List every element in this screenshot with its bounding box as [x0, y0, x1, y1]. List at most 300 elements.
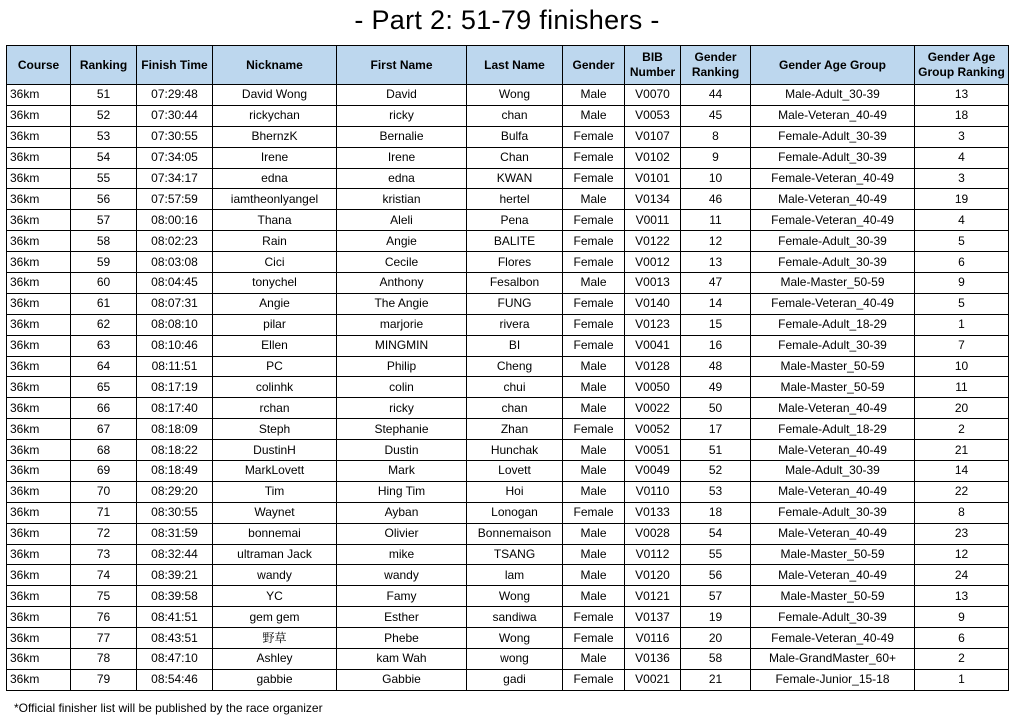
cell-gender-ranking: 54: [681, 523, 751, 544]
table-row: [7, 293, 1009, 314]
cell-bib-number: V0136: [625, 649, 681, 670]
cell-bib-number: V0052: [625, 419, 681, 440]
cell-finish-time: 08:17:19: [137, 377, 213, 398]
cell-course: 36km: [7, 168, 71, 189]
cell-gender-ranking: 49: [681, 377, 751, 398]
cell-bib-number: V0137: [625, 607, 681, 628]
cell-gender-age-group-ranking: 19: [915, 189, 1009, 210]
cell-course: 36km: [7, 126, 71, 147]
cell-course: 36km: [7, 147, 71, 168]
cell-finish-time: 08:39:21: [137, 565, 213, 586]
cell-last-name: FUNG: [467, 293, 563, 314]
cell-finish-time: 08:39:58: [137, 586, 213, 607]
cell-gender-ranking: 16: [681, 335, 751, 356]
cell-gender-age-group: Female-Veteran_40-49: [751, 628, 915, 649]
cell-gender-age-group: Female-Veteran_40-49: [751, 210, 915, 231]
cell-ranking: 58: [71, 231, 137, 252]
header-nickname: Nickname: [213, 46, 337, 85]
cell-gender-age-group: Female-Adult_30-39: [751, 147, 915, 168]
table-row: [7, 565, 1009, 586]
cell-gender-ranking: 58: [681, 649, 751, 670]
cell-gender-age-group-ranking: 5: [915, 293, 1009, 314]
cell-gender-ranking: 50: [681, 398, 751, 419]
table-row: [7, 481, 1009, 502]
cell-gender: Female: [563, 502, 625, 523]
cell-gender-age-group-ranking: 22: [915, 481, 1009, 502]
cell-last-name: chan: [467, 105, 563, 126]
finishers-table: [6, 45, 1009, 691]
cell-course: 36km: [7, 398, 71, 419]
cell-gender-ranking: 9: [681, 147, 751, 168]
cell-nickname: Rain: [213, 231, 337, 252]
cell-finish-time: 08:30:55: [137, 502, 213, 523]
cell-gender-age-group-ranking: 20: [915, 398, 1009, 419]
cell-last-name: TSANG: [467, 544, 563, 565]
table-row: [7, 628, 1009, 649]
table-row: [7, 523, 1009, 544]
cell-finish-time: 07:34:05: [137, 147, 213, 168]
cell-ranking: 66: [71, 398, 137, 419]
cell-gender-age-group: Male-Master_50-59: [751, 356, 915, 377]
cell-course: 36km: [7, 461, 71, 482]
cell-nickname: Irene: [213, 147, 337, 168]
cell-nickname: David Wong: [213, 85, 337, 106]
cell-gender-age-group-ranking: 12: [915, 544, 1009, 565]
cell-gender-ranking: 12: [681, 231, 751, 252]
cell-ranking: 52: [71, 105, 137, 126]
cell-gender-age-group: Female-Veteran_40-49: [751, 168, 915, 189]
cell-first-name: Ayban: [337, 502, 467, 523]
cell-gender-ranking: 57: [681, 586, 751, 607]
cell-bib-number: V0028: [625, 523, 681, 544]
cell-finish-time: 08:00:16: [137, 210, 213, 231]
cell-gender: Male: [563, 189, 625, 210]
cell-nickname: iamtheonlyangel: [213, 189, 337, 210]
cell-nickname: Ashley: [213, 649, 337, 670]
cell-gender-ranking: 20: [681, 628, 751, 649]
table-row: [7, 377, 1009, 398]
cell-finish-time: 07:29:48: [137, 85, 213, 106]
cell-nickname: pilar: [213, 314, 337, 335]
cell-gender-age-group: Male-Veteran_40-49: [751, 440, 915, 461]
table-row: [7, 544, 1009, 565]
header-course: Course: [7, 46, 71, 85]
cell-gender-age-group-ranking: 4: [915, 210, 1009, 231]
page-title: - Part 2: 51-79 finishers -: [354, 5, 660, 35]
cell-course: 36km: [7, 293, 71, 314]
cell-ranking: 71: [71, 502, 137, 523]
cell-bib-number: V0121: [625, 586, 681, 607]
cell-first-name: Phebe: [337, 628, 467, 649]
cell-finish-time: 08:08:10: [137, 314, 213, 335]
cell-last-name: Hoi: [467, 481, 563, 502]
table-row: [7, 669, 1009, 690]
cell-ranking: 57: [71, 210, 137, 231]
cell-gender-age-group: Female-Adult_30-39: [751, 335, 915, 356]
cell-bib-number: V0070: [625, 85, 681, 106]
cell-ranking: 65: [71, 377, 137, 398]
header-gender-age-group-ranking: Gender Age Group Ranking: [915, 46, 1009, 85]
cell-last-name: Bonnemaison: [467, 523, 563, 544]
cell-last-name: Zhan: [467, 419, 563, 440]
table-row: [7, 105, 1009, 126]
cell-gender-age-group: Female-Adult_30-39: [751, 607, 915, 628]
cell-bib-number: V0102: [625, 147, 681, 168]
cell-finish-time: 08:54:46: [137, 669, 213, 690]
cell-gender-ranking: 19: [681, 607, 751, 628]
cell-first-name: The Angie: [337, 293, 467, 314]
cell-gender: Female: [563, 210, 625, 231]
cell-gender-age-group-ranking: 11: [915, 377, 1009, 398]
cell-gender-age-group: Male-Veteran_40-49: [751, 565, 915, 586]
cell-last-name: Pena: [467, 210, 563, 231]
cell-course: 36km: [7, 231, 71, 252]
cell-course: 36km: [7, 481, 71, 502]
cell-ranking: 55: [71, 168, 137, 189]
cell-ranking: 79: [71, 669, 137, 690]
cell-gender-age-group-ranking: 2: [915, 649, 1009, 670]
cell-gender-age-group-ranking: 24: [915, 565, 1009, 586]
cell-gender-age-group: Male-Veteran_40-49: [751, 398, 915, 419]
table-row: [7, 189, 1009, 210]
cell-bib-number: V0022: [625, 398, 681, 419]
cell-first-name: kristian: [337, 189, 467, 210]
table-row: [7, 314, 1009, 335]
cell-gender-age-group: Male-Veteran_40-49: [751, 481, 915, 502]
header-bib-number: BIB Number: [625, 46, 681, 85]
cell-first-name: Esther: [337, 607, 467, 628]
cell-course: 36km: [7, 189, 71, 210]
cell-gender-ranking: 52: [681, 461, 751, 482]
cell-nickname: gem gem: [213, 607, 337, 628]
header-last-name: Last Name: [467, 46, 563, 85]
cell-first-name: Irene: [337, 147, 467, 168]
cell-course: 36km: [7, 335, 71, 356]
cell-first-name: MINGMIN: [337, 335, 467, 356]
cell-first-name: Bernalie: [337, 126, 467, 147]
table-row: [7, 398, 1009, 419]
cell-ranking: 75: [71, 586, 137, 607]
cell-gender-ranking: 48: [681, 356, 751, 377]
cell-first-name: kam Wah: [337, 649, 467, 670]
cell-nickname: bonnemai: [213, 523, 337, 544]
cell-gender-age-group: Female-Junior_15-18: [751, 669, 915, 690]
cell-first-name: wandy: [337, 565, 467, 586]
cell-gender: Male: [563, 440, 625, 461]
cell-ranking: 63: [71, 335, 137, 356]
cell-first-name: Anthony: [337, 273, 467, 294]
cell-nickname: wandy: [213, 565, 337, 586]
cell-gender: Female: [563, 126, 625, 147]
cell-gender-ranking: 8: [681, 126, 751, 147]
cell-last-name: Cheng: [467, 356, 563, 377]
cell-gender: Male: [563, 544, 625, 565]
cell-gender-ranking: 53: [681, 481, 751, 502]
cell-last-name: Flores: [467, 252, 563, 273]
cell-bib-number: V0112: [625, 544, 681, 565]
cell-course: 36km: [7, 607, 71, 628]
cell-gender-age-group: Female-Veteran_40-49: [751, 293, 915, 314]
cell-nickname: ultraman Jack: [213, 544, 337, 565]
cell-ranking: 61: [71, 293, 137, 314]
cell-ranking: 76: [71, 607, 137, 628]
cell-bib-number: V0011: [625, 210, 681, 231]
cell-gender-ranking: 13: [681, 252, 751, 273]
cell-bib-number: V0101: [625, 168, 681, 189]
cell-nickname: Thana: [213, 210, 337, 231]
cell-gender: Female: [563, 419, 625, 440]
cell-first-name: marjorie: [337, 314, 467, 335]
cell-finish-time: 07:30:55: [137, 126, 213, 147]
cell-bib-number: V0134: [625, 189, 681, 210]
cell-bib-number: V0120: [625, 565, 681, 586]
table-row: [7, 607, 1009, 628]
cell-bib-number: V0050: [625, 377, 681, 398]
cell-gender: Male: [563, 649, 625, 670]
cell-nickname: Steph: [213, 419, 337, 440]
cell-nickname: MarkLovett: [213, 461, 337, 482]
table-row: [7, 461, 1009, 482]
cell-finish-time: 08:43:51: [137, 628, 213, 649]
cell-gender-ranking: 11: [681, 210, 751, 231]
cell-gender-age-group: Male-Veteran_40-49: [751, 189, 915, 210]
cell-gender: Male: [563, 85, 625, 106]
cell-last-name: chui: [467, 377, 563, 398]
cell-gender: Male: [563, 523, 625, 544]
cell-gender-age-group: Male-GrandMaster_60+: [751, 649, 915, 670]
cell-last-name: hertel: [467, 189, 563, 210]
cell-course: 36km: [7, 586, 71, 607]
cell-gender-age-group: Male-Veteran_40-49: [751, 105, 915, 126]
cell-nickname: Ellen: [213, 335, 337, 356]
cell-ranking: 53: [71, 126, 137, 147]
cell-gender: Female: [563, 314, 625, 335]
cell-gender: Male: [563, 461, 625, 482]
cell-bib-number: V0013: [625, 273, 681, 294]
cell-gender-age-group: Female-Adult_18-29: [751, 314, 915, 335]
cell-nickname: rickychan: [213, 105, 337, 126]
cell-last-name: rivera: [467, 314, 563, 335]
table-header: [7, 46, 1009, 85]
cell-nickname: Tim: [213, 481, 337, 502]
cell-nickname: BhernzK: [213, 126, 337, 147]
cell-first-name: Philip: [337, 356, 467, 377]
cell-gender-ranking: 14: [681, 293, 751, 314]
cell-gender-age-group: Female-Adult_30-39: [751, 231, 915, 252]
cell-ranking: 68: [71, 440, 137, 461]
cell-bib-number: V0049: [625, 461, 681, 482]
cell-first-name: Dustin: [337, 440, 467, 461]
cell-first-name: Gabbie: [337, 669, 467, 690]
table-row: [7, 252, 1009, 273]
cell-first-name: Cecile: [337, 252, 467, 273]
cell-bib-number: V0123: [625, 314, 681, 335]
cell-nickname: 野草: [213, 628, 337, 649]
cell-last-name: gadi: [467, 669, 563, 690]
cell-bib-number: V0021: [625, 669, 681, 690]
cell-last-name: lam: [467, 565, 563, 586]
header-ranking: Ranking: [71, 46, 137, 85]
cell-gender: Male: [563, 586, 625, 607]
table-row: [7, 231, 1009, 252]
header-row: [7, 46, 1009, 85]
cell-course: 36km: [7, 105, 71, 126]
table-row: [7, 440, 1009, 461]
cell-finish-time: 08:04:45: [137, 273, 213, 294]
cell-first-name: Mark: [337, 461, 467, 482]
cell-bib-number: V0116: [625, 628, 681, 649]
cell-course: 36km: [7, 377, 71, 398]
cell-finish-time: 08:47:10: [137, 649, 213, 670]
cell-gender-ranking: 18: [681, 502, 751, 523]
header-gender-ranking: Gender Ranking: [681, 46, 751, 85]
cell-first-name: ricky: [337, 105, 467, 126]
cell-bib-number: V0041: [625, 335, 681, 356]
cell-first-name: Aleli: [337, 210, 467, 231]
cell-gender: Female: [563, 607, 625, 628]
cell-finish-time: 08:29:20: [137, 481, 213, 502]
cell-gender-age-group: Female-Adult_18-29: [751, 419, 915, 440]
table-row: [7, 356, 1009, 377]
cell-gender: Female: [563, 335, 625, 356]
cell-ranking: 70: [71, 481, 137, 502]
cell-gender-age-group-ranking: 21: [915, 440, 1009, 461]
cell-bib-number: V0122: [625, 231, 681, 252]
cell-last-name: Wong: [467, 85, 563, 106]
cell-last-name: Bulfa: [467, 126, 563, 147]
cell-last-name: chan: [467, 398, 563, 419]
cell-gender-age-group-ranking: 6: [915, 252, 1009, 273]
cell-ranking: 64: [71, 356, 137, 377]
cell-first-name: Famy: [337, 586, 467, 607]
cell-gender-age-group: Male-Master_50-59: [751, 544, 915, 565]
cell-nickname: edna: [213, 168, 337, 189]
cell-gender: Female: [563, 252, 625, 273]
cell-gender-ranking: 21: [681, 669, 751, 690]
cell-finish-time: 08:17:40: [137, 398, 213, 419]
cell-gender-age-group: Female-Adult_30-39: [751, 126, 915, 147]
cell-gender-age-group-ranking: 8: [915, 502, 1009, 523]
cell-gender-age-group-ranking: 3: [915, 168, 1009, 189]
cell-first-name: edna: [337, 168, 467, 189]
cell-gender: Female: [563, 669, 625, 690]
header-first-name: First Name: [337, 46, 467, 85]
cell-gender: Male: [563, 356, 625, 377]
cell-course: 36km: [7, 252, 71, 273]
cell-finish-time: 07:30:44: [137, 105, 213, 126]
cell-gender-ranking: 46: [681, 189, 751, 210]
cell-gender-age-group: Male-Master_50-59: [751, 377, 915, 398]
table-row: [7, 273, 1009, 294]
cell-gender-age-group-ranking: 13: [915, 586, 1009, 607]
cell-course: 36km: [7, 649, 71, 670]
cell-ranking: 78: [71, 649, 137, 670]
cell-bib-number: V0053: [625, 105, 681, 126]
cell-gender-age-group-ranking: 5: [915, 231, 1009, 252]
cell-finish-time: 08:41:51: [137, 607, 213, 628]
cell-bib-number: V0012: [625, 252, 681, 273]
cell-last-name: Lonogan: [467, 502, 563, 523]
cell-finish-time: 08:31:59: [137, 523, 213, 544]
table-row: [7, 168, 1009, 189]
cell-ranking: 74: [71, 565, 137, 586]
cell-first-name: David: [337, 85, 467, 106]
cell-finish-time: 08:18:22: [137, 440, 213, 461]
cell-course: 36km: [7, 544, 71, 565]
cell-finish-time: 07:57:59: [137, 189, 213, 210]
cell-nickname: Cici: [213, 252, 337, 273]
cell-gender-age-group: Female-Adult_30-39: [751, 502, 915, 523]
cell-gender-age-group-ranking: 1: [915, 669, 1009, 690]
cell-nickname: colinhk: [213, 377, 337, 398]
cell-finish-time: 08:18:09: [137, 419, 213, 440]
cell-gender: Female: [563, 231, 625, 252]
cell-gender-age-group-ranking: 14: [915, 461, 1009, 482]
cell-gender-age-group: Male-Veteran_40-49: [751, 523, 915, 544]
cell-last-name: Wong: [467, 586, 563, 607]
table-body: [7, 85, 1009, 691]
cell-gender: Male: [563, 377, 625, 398]
cell-gender-age-group-ranking: 2: [915, 419, 1009, 440]
cell-gender-ranking: 51: [681, 440, 751, 461]
cell-gender-age-group: Male-Adult_30-39: [751, 461, 915, 482]
cell-gender-age-group-ranking: 4: [915, 147, 1009, 168]
cell-finish-time: 08:10:46: [137, 335, 213, 356]
cell-gender-ranking: 10: [681, 168, 751, 189]
cell-nickname: PC: [213, 356, 337, 377]
table-row: [7, 147, 1009, 168]
cell-first-name: Angie: [337, 231, 467, 252]
cell-first-name: Stephanie: [337, 419, 467, 440]
cell-gender-age-group-ranking: 9: [915, 273, 1009, 294]
table-row: [7, 586, 1009, 607]
cell-gender-age-group-ranking: 3: [915, 126, 1009, 147]
cell-gender: Female: [563, 293, 625, 314]
cell-bib-number: V0110: [625, 481, 681, 502]
cell-gender-ranking: 17: [681, 419, 751, 440]
cell-nickname: gabbie: [213, 669, 337, 690]
cell-course: 36km: [7, 565, 71, 586]
cell-bib-number: V0128: [625, 356, 681, 377]
cell-first-name: Hing Tim: [337, 481, 467, 502]
table-row: [7, 502, 1009, 523]
cell-nickname: Angie: [213, 293, 337, 314]
table-row: [7, 85, 1009, 106]
table-row: [7, 419, 1009, 440]
cell-bib-number: V0051: [625, 440, 681, 461]
cell-course: 36km: [7, 628, 71, 649]
cell-ranking: 67: [71, 419, 137, 440]
cell-ranking: 72: [71, 523, 137, 544]
cell-course: 36km: [7, 314, 71, 335]
cell-gender: Male: [563, 105, 625, 126]
cell-ranking: 54: [71, 147, 137, 168]
cell-course: 36km: [7, 356, 71, 377]
cell-gender-age-group: Male-Adult_30-39: [751, 85, 915, 106]
cell-last-name: KWAN: [467, 168, 563, 189]
cell-gender-age-group-ranking: 6: [915, 628, 1009, 649]
cell-finish-time: 08:07:31: [137, 293, 213, 314]
cell-finish-time: 08:03:08: [137, 252, 213, 273]
header-gender: Gender: [563, 46, 625, 85]
cell-course: 36km: [7, 523, 71, 544]
cell-gender-age-group-ranking: 10: [915, 356, 1009, 377]
cell-ranking: 51: [71, 85, 137, 106]
cell-ranking: 60: [71, 273, 137, 294]
cell-ranking: 62: [71, 314, 137, 335]
cell-last-name: sandiwa: [467, 607, 563, 628]
cell-gender-age-group-ranking: 23: [915, 523, 1009, 544]
